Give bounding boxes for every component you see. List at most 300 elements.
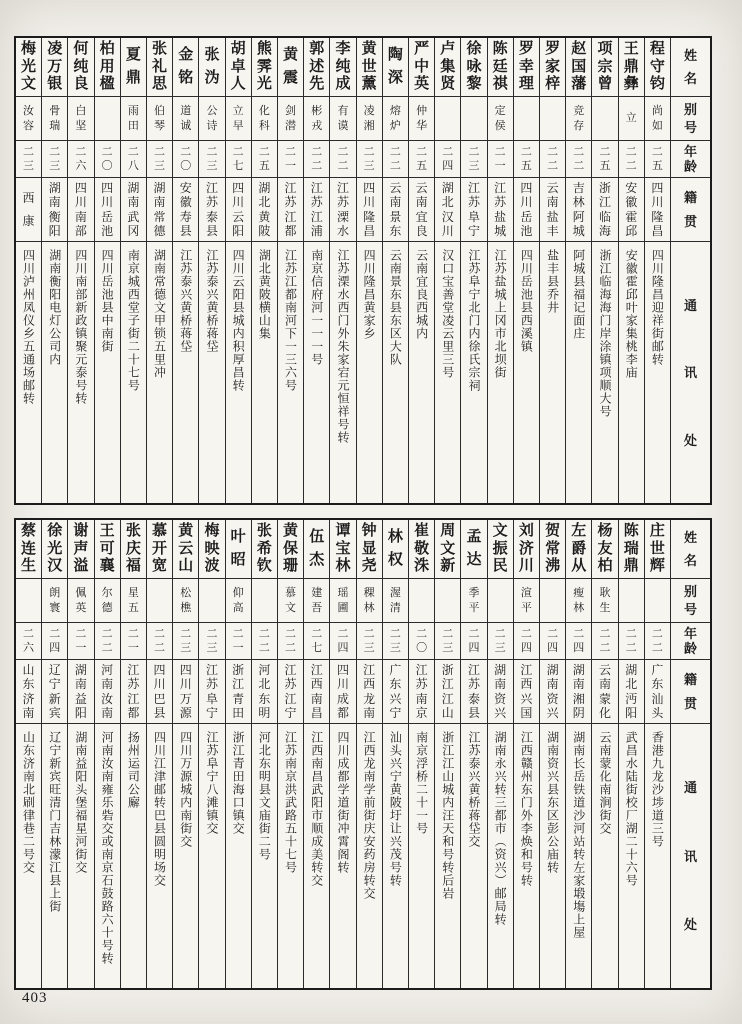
header-name-label: 姓 名 <box>683 530 697 568</box>
entry-column <box>329 38 355 503</box>
entry-age: 二 二 <box>304 140 329 177</box>
page-number: 403 <box>22 990 48 1006</box>
entry-address-text: 云南宜良西城内 <box>414 249 429 340</box>
entry-age: 二 三 <box>199 622 224 659</box>
entry-age: 二 三 <box>357 622 382 659</box>
entry-name: 徐 咏 黎 <box>466 41 482 92</box>
entry-origin: 湖 北 汉 川 <box>435 177 460 241</box>
entry-column <box>460 520 486 988</box>
entry-alias <box>16 578 41 622</box>
entry-alias: 道 诚 <box>173 96 198 140</box>
entry-origin: 江 苏 盐 城 <box>488 177 513 241</box>
entry-age: 二 四 <box>566 622 591 659</box>
header-alias-label: 别 号 <box>671 96 710 140</box>
entry-address-text: 云南景东县东区大队 <box>388 249 403 366</box>
entry-address-text: 湖北黄陂横山集 <box>257 249 272 340</box>
header-alias-label: 别 号 <box>671 578 710 622</box>
entry-address <box>147 241 172 503</box>
entry-name: 钟 显 尧 <box>361 523 377 574</box>
entry-age: 二 四 <box>42 622 67 659</box>
entry-name: 刘 济 川 <box>518 523 534 574</box>
entry-alias: 渲 平 <box>514 578 539 622</box>
entry-origin: 四 川 成 都 <box>330 659 355 723</box>
entry-address-text: 河北东明县文庙街二号 <box>257 731 272 861</box>
entry-age: 二 三 <box>357 140 382 177</box>
entry-alias <box>540 96 565 140</box>
entry-age: 二 五 <box>592 140 617 177</box>
entry-column <box>565 38 591 503</box>
header-origin-label: 籍 贯 <box>671 177 710 241</box>
entry-address-text: 河南汝南雍乐砦交或南京石鼓路六十号转 <box>100 731 115 965</box>
entry-name: 王 鼎 彝 <box>623 41 639 92</box>
entry-address-text: 四川隆昌黄家乡 <box>362 249 377 340</box>
entry-name: 林 权 <box>387 529 403 568</box>
entry-address-text: 南京城西堂子街二十七号 <box>126 249 141 392</box>
entry-age: 二 三 <box>42 140 67 177</box>
entry-origin: 四 川 云 阳 <box>226 177 251 241</box>
entry-column <box>591 38 617 503</box>
entry-age: 二 三 <box>435 622 460 659</box>
entry-address-text: 云南蒙化南涧街交 <box>597 731 612 835</box>
entry-origin: 云 南 蒙 化 <box>592 659 617 723</box>
entry-alias <box>435 96 460 140</box>
entry-alias: 凌 湘 <box>357 96 382 140</box>
header-address-label: 通 讯 处 <box>671 241 710 503</box>
table-header-column <box>670 38 710 503</box>
entry-address <box>383 241 408 503</box>
entry-address-text: 南京浮桥二十一号 <box>414 731 429 835</box>
entry-address <box>357 241 382 503</box>
entry-column <box>618 520 644 988</box>
entry-column <box>41 520 67 988</box>
entry-age: 二 四 <box>330 622 355 659</box>
entry-address-text: 盐丰县乔井 <box>545 249 560 314</box>
entry-name: 庄 世 辉 <box>649 523 665 574</box>
entry-name: 卢 集 贤 <box>440 41 456 92</box>
entry-age: 二 二 <box>252 622 277 659</box>
entry-age: 二 六 <box>16 622 41 659</box>
entry-name: 黄 震 <box>283 47 299 86</box>
entry-address <box>147 723 172 988</box>
entry-alias <box>540 578 565 622</box>
entry-age: 二 〇 <box>409 622 434 659</box>
entry-column <box>487 38 513 503</box>
entry-age: 二 三 <box>147 140 172 177</box>
entry-origin: 广 东 汕 头 <box>645 659 670 723</box>
entry-address-text: 江苏南京洪武路五十七号 <box>283 731 298 874</box>
entry-address-text: 江苏溧水西门外朱家宕元恒祥号转 <box>335 249 350 444</box>
entry-alias: 松 樵 <box>173 578 198 622</box>
entry-origin: 四 川 隆 昌 <box>645 177 670 241</box>
entry-alias <box>147 578 172 622</box>
entry-alias: 建 吾 <box>304 578 329 622</box>
entry-age: 二 三 <box>173 622 198 659</box>
entry-address-text: 辽宁新宾旺清门吉林濛江县上街 <box>47 731 62 913</box>
entry-address <box>121 241 146 503</box>
entry-age: 二 三 <box>16 140 41 177</box>
entry-address-text: 山东济南北刷律巷二号交 <box>21 731 36 874</box>
entry-age: 二 四 <box>435 140 460 177</box>
entry-origin: 江 苏 江 都 <box>278 177 303 241</box>
entry-name: 张 庆 福 <box>125 523 141 574</box>
entry-address <box>566 241 591 503</box>
entry-origin: 湖 南 资 兴 <box>488 659 513 723</box>
entry-origin: 江 苏 江 宁 <box>278 659 303 723</box>
entry-origin: 辽 宁 新 宾 <box>42 659 67 723</box>
entry-name: 崔 敬 洙 <box>414 523 430 574</box>
entry-origin: 湖 南 衡 阳 <box>42 177 67 241</box>
entry-address-text: 浙江江山城内汪天和号转后岩 <box>440 731 455 900</box>
entry-name: 慕 开 宽 <box>152 523 168 574</box>
entry-column <box>146 520 172 988</box>
entry-column <box>539 520 565 988</box>
entry-age: 二 五 <box>409 140 434 177</box>
entry-age: 二 〇 <box>95 140 120 177</box>
entry-address <box>16 241 41 503</box>
entry-origin: 湖 南 湘 阴 <box>566 659 591 723</box>
entry-alias: 佩 英 <box>68 578 93 622</box>
entry-name: 梅 光 文 <box>21 41 37 92</box>
entry-age: 二 四 <box>540 622 565 659</box>
entry-name: 陶 深 <box>387 47 403 86</box>
entry-name: 周 文 新 <box>440 523 456 574</box>
entry-address-text: 四川万源城内南街交 <box>178 731 193 848</box>
entry-alias: 有 谟 <box>330 96 355 140</box>
entry-age: 二 七 <box>226 140 251 177</box>
entry-column <box>251 38 277 503</box>
entry-address <box>16 723 41 988</box>
entry-origin: 江 苏 溧 水 <box>330 177 355 241</box>
entry-name: 熊 霁 光 <box>256 41 272 92</box>
header-age-label: 年 龄 <box>671 140 710 177</box>
entry-address <box>619 241 644 503</box>
entry-address <box>95 241 120 503</box>
entry-address <box>488 241 513 503</box>
entry-origin: 四 川 南 部 <box>68 177 93 241</box>
entry-alias: 定 侯 <box>488 96 513 140</box>
entry-origin: 江 苏 江 浦 <box>304 177 329 241</box>
table-header-column <box>670 520 710 988</box>
entry-column <box>434 38 460 503</box>
directory-table-top <box>14 36 712 505</box>
entry-age: 二 二 <box>95 622 120 659</box>
entry-origin: 湖 北 黄 陂 <box>252 177 277 241</box>
entry-alias <box>514 96 539 140</box>
entry-age: 二 七 <box>304 622 329 659</box>
entry-age: 二 一 <box>488 140 513 177</box>
entry-alias: 季 平 <box>461 578 486 622</box>
entry-address <box>514 723 539 988</box>
entry-origin: 江 苏 阜 宁 <box>199 659 224 723</box>
entry-name: 何 纯 良 <box>73 41 89 92</box>
directory-table-bottom <box>14 518 712 990</box>
entry-address <box>409 241 434 503</box>
entry-name: 谢 声 溢 <box>73 523 89 574</box>
entry-age: 二 五 <box>645 140 670 177</box>
entry-address <box>383 723 408 988</box>
entry-column <box>120 520 146 988</box>
entry-alias: 骨 瑞 <box>42 96 67 140</box>
entry-origin: 湖 南 武 冈 <box>121 177 146 241</box>
entry-name: 伍 杰 <box>309 529 325 568</box>
entry-address-text: 阿城县福记面庄 <box>571 249 586 340</box>
entry-alias: 渥 清 <box>383 578 408 622</box>
entry-origin: 浙 江 江 山 <box>435 659 460 723</box>
entry-column <box>198 520 224 988</box>
entry-column <box>618 38 644 503</box>
entry-age: 二 二 <box>278 622 303 659</box>
entry-alias: 瑶 圃 <box>330 578 355 622</box>
entry-age: 二 一 <box>226 622 251 659</box>
entry-address <box>435 241 460 503</box>
entry-address <box>566 723 591 988</box>
entry-origin: 四 川 岳 池 <box>514 177 539 241</box>
entry-name: 胡 卓 人 <box>230 41 246 92</box>
entry-age: 二 三 <box>199 140 224 177</box>
entry-age: 二 三 <box>461 140 486 177</box>
entry-alias: 白 坚 <box>68 96 93 140</box>
entry-address-text: 四川岳池县西溪镇 <box>519 249 534 353</box>
entry-age: 二 五 <box>514 140 539 177</box>
entry-column <box>460 38 486 503</box>
entry-origin: 广 东 兴 宁 <box>383 659 408 723</box>
entry-address <box>252 241 277 503</box>
entry-address <box>540 241 565 503</box>
entry-alias: 星 五 <box>121 578 146 622</box>
entry-alias: 化 科 <box>252 96 277 140</box>
entry-column <box>251 520 277 988</box>
entry-column <box>120 38 146 503</box>
entry-origin: 云 南 宜 良 <box>409 177 434 241</box>
entry-column <box>67 38 93 503</box>
entry-origin: 江 西 南 昌 <box>304 659 329 723</box>
entry-name: 张 礼 思 <box>152 41 168 92</box>
entry-address <box>488 723 513 988</box>
entry-origin: 江 苏 阜 宁 <box>461 177 486 241</box>
entry-name: 黄 云 山 <box>178 523 194 574</box>
entry-origin: 江 苏 南 京 <box>409 659 434 723</box>
entry-origin: 江 西 龙 南 <box>357 659 382 723</box>
entry-alias: 稞 林 <box>357 578 382 622</box>
entry-alias: 伯 琴 <box>147 96 172 140</box>
entry-name: 赵 国 藩 <box>571 41 587 92</box>
entry-name: 贺 常 沸 <box>545 523 561 574</box>
entry-name: 蔡 连 生 <box>21 523 37 574</box>
entry-alias <box>199 578 224 622</box>
entry-address-text: 扬州运司公廨 <box>126 731 141 809</box>
entry-origin: 湖 南 益 阳 <box>68 659 93 723</box>
entry-address <box>357 723 382 988</box>
entry-alias: 立 早 <box>226 96 251 140</box>
entry-origin: 山 东 济 南 <box>16 659 41 723</box>
entry-column <box>513 520 539 988</box>
entry-age: 二 四 <box>461 622 486 659</box>
entry-column <box>172 520 198 988</box>
entry-name: 凌 万 银 <box>47 41 63 92</box>
entry-column <box>225 520 251 988</box>
entry-column <box>513 38 539 503</box>
entry-column <box>41 38 67 503</box>
entry-alias: 雨 田 <box>121 96 146 140</box>
entry-alias: 慕 文 <box>278 578 303 622</box>
entry-address-text: 浙江临海海门岸涂镇项顺大号 <box>597 249 612 418</box>
entry-alias: 竞 存 <box>566 96 591 140</box>
entry-age: 二 一 <box>68 622 93 659</box>
entry-name: 程 守 钧 <box>649 41 665 92</box>
entry-name: 金 铭 <box>178 47 194 86</box>
entry-alias: 仰 高 <box>226 578 251 622</box>
entry-column <box>303 38 329 503</box>
entry-address <box>645 723 670 988</box>
entry-address <box>435 723 460 988</box>
entry-column <box>94 520 120 988</box>
entry-address-text: 湖南衡阳电灯公司内 <box>47 249 62 366</box>
entry-name: 张 沩 <box>204 47 220 86</box>
entry-address-text: 江苏泰兴黄桥蒋垈交 <box>466 731 481 848</box>
entry-alias: 彬 戎 <box>304 96 329 140</box>
entry-alias: 公 诗 <box>199 96 224 140</box>
entry-column <box>644 520 670 988</box>
entry-address-text: 江西龙南学前街庆安药房转交 <box>362 731 377 900</box>
entry-column <box>94 38 120 503</box>
entry-alias: 瘦 林 <box>566 578 591 622</box>
entry-origin: 安 徽 寿 县 <box>173 177 198 241</box>
entry-name: 黄 世 薰 <box>361 41 377 92</box>
entry-origin: 河 南 汝 南 <box>95 659 120 723</box>
entry-age: 二 一 <box>121 622 146 659</box>
entry-address-text: 安徽霍邱叶家集桃李庙 <box>624 249 639 379</box>
entry-origin: 湖 北 沔 阳 <box>619 659 644 723</box>
entry-name: 文 振 民 <box>492 523 508 574</box>
entry-alias: 熔 炉 <box>383 96 408 140</box>
entry-alias <box>409 578 434 622</box>
entry-address-text: 四川云阳县城内积厚昌转 <box>231 249 246 392</box>
entry-address-text: 湖南永兴转三都市（资兴）邮局转 <box>493 731 508 926</box>
entry-age: 二 五 <box>252 140 277 177</box>
entry-name: 夏 鼎 <box>125 47 141 86</box>
entry-origin: 云 南 盐 丰 <box>540 177 565 241</box>
entry-address-text: 四川岳池县中南街 <box>100 249 115 353</box>
entry-address <box>173 241 198 503</box>
entry-column <box>303 520 329 988</box>
entry-column <box>16 38 41 503</box>
entry-age: 二 八 <box>121 140 146 177</box>
entry-address-text: 江苏泰兴黄桥蒋垈 <box>204 249 219 353</box>
header-address-label: 通 讯 处 <box>671 723 710 988</box>
entry-column <box>382 38 408 503</box>
entry-alias <box>461 96 486 140</box>
entry-name: 梅 映 波 <box>204 523 220 574</box>
entry-alias <box>95 96 120 140</box>
entry-address-text: 香港九龙沙埗道三号 <box>650 731 665 848</box>
entry-address <box>199 241 224 503</box>
entry-alias: 尔 德 <box>95 578 120 622</box>
entry-column <box>172 38 198 503</box>
entry-column <box>408 520 434 988</box>
entry-address <box>304 241 329 503</box>
entry-name: 柏 用 楹 <box>99 41 115 92</box>
entry-origin: 四 川 隆 昌 <box>357 177 382 241</box>
entry-origin: 江 苏 江 都 <box>121 659 146 723</box>
entry-age: 二 三 <box>488 622 513 659</box>
entry-origin: 江 苏 泰 县 <box>461 659 486 723</box>
entry-origin: 四 川 岳 池 <box>95 177 120 241</box>
entry-address <box>645 241 670 503</box>
entry-name: 黄 保 珊 <box>283 523 299 574</box>
entry-address-text: 江苏盐城上冈市北坝街 <box>493 249 508 379</box>
entry-alias: 尚 如 <box>645 96 670 140</box>
entry-name: 郭 述 先 <box>309 41 325 92</box>
entry-address-text: 四川江津邮转巴县圆明场交 <box>152 731 167 887</box>
entry-address-text: 湖南常德文甲锁五里冲 <box>152 249 167 379</box>
entry-name: 王 可 襄 <box>99 523 115 574</box>
entry-age: 二 三 <box>383 622 408 659</box>
entry-age: 二 二 <box>619 140 644 177</box>
entry-column <box>16 520 41 988</box>
entry-alias: 朗 寰 <box>42 578 67 622</box>
entry-address <box>68 241 93 503</box>
entry-name: 李 纯 成 <box>335 41 351 92</box>
entry-address-text: 江苏阜宁八滩镇交 <box>204 731 219 835</box>
entry-name: 左 爵 从 <box>571 523 587 574</box>
entry-name: 徐 光 汉 <box>47 523 63 574</box>
entry-address <box>199 723 224 988</box>
entry-alias <box>252 578 277 622</box>
entry-column <box>198 38 224 503</box>
entry-name: 叶 昭 <box>230 529 246 568</box>
entry-address-text: 江苏江都南河下一三六号 <box>283 249 298 392</box>
entry-origin: 西 康 <box>16 177 41 241</box>
entry-column <box>329 520 355 988</box>
entry-age: 二 二 <box>592 622 617 659</box>
entry-origin: 江 西 兴 国 <box>514 659 539 723</box>
entry-alias <box>592 96 617 140</box>
entry-column <box>356 38 382 503</box>
entry-name: 张 希 钦 <box>256 523 272 574</box>
entry-address-text: 湖南长岳铁道沙河站转左家塅塲上屋 <box>571 731 586 939</box>
entry-age: 二 二 <box>619 622 644 659</box>
entry-column <box>382 520 408 988</box>
entry-address-text: 江苏泰兴黄桥蒋垈 <box>178 249 193 353</box>
entry-name: 罗 家 梓 <box>545 41 561 92</box>
entry-address <box>514 241 539 503</box>
entry-address-text: 四川泸州凤仪乡五通场邮转 <box>21 249 36 405</box>
entry-address-text: 四川隆昌迎祥街邮转 <box>650 249 665 366</box>
entry-address <box>42 723 67 988</box>
entry-address <box>592 241 617 503</box>
entry-column <box>487 520 513 988</box>
entry-origin: 浙 江 临 海 <box>592 177 617 241</box>
entry-address-text: 江西赣州东门外李焕和号转 <box>519 731 534 887</box>
entry-address-text: 汕头兴宁黄陂圩让兴茂号转 <box>388 731 403 887</box>
entry-column <box>565 520 591 988</box>
entry-origin: 四 川 巴 县 <box>147 659 172 723</box>
entry-age: 二 二 <box>566 140 591 177</box>
entry-column <box>356 520 382 988</box>
entry-address-text: 南京信府河一一一号 <box>309 249 324 366</box>
entry-address <box>619 723 644 988</box>
entry-origin: 湖 南 常 德 <box>147 177 172 241</box>
entry-origin: 河 北 东 明 <box>252 659 277 723</box>
entry-name: 陈 瑞 鼎 <box>623 523 639 574</box>
entry-alias <box>619 578 644 622</box>
entry-address <box>95 723 120 988</box>
entry-address <box>42 241 67 503</box>
entry-column <box>644 38 670 503</box>
entry-address <box>252 723 277 988</box>
entry-column <box>539 38 565 503</box>
entry-address <box>278 241 303 503</box>
